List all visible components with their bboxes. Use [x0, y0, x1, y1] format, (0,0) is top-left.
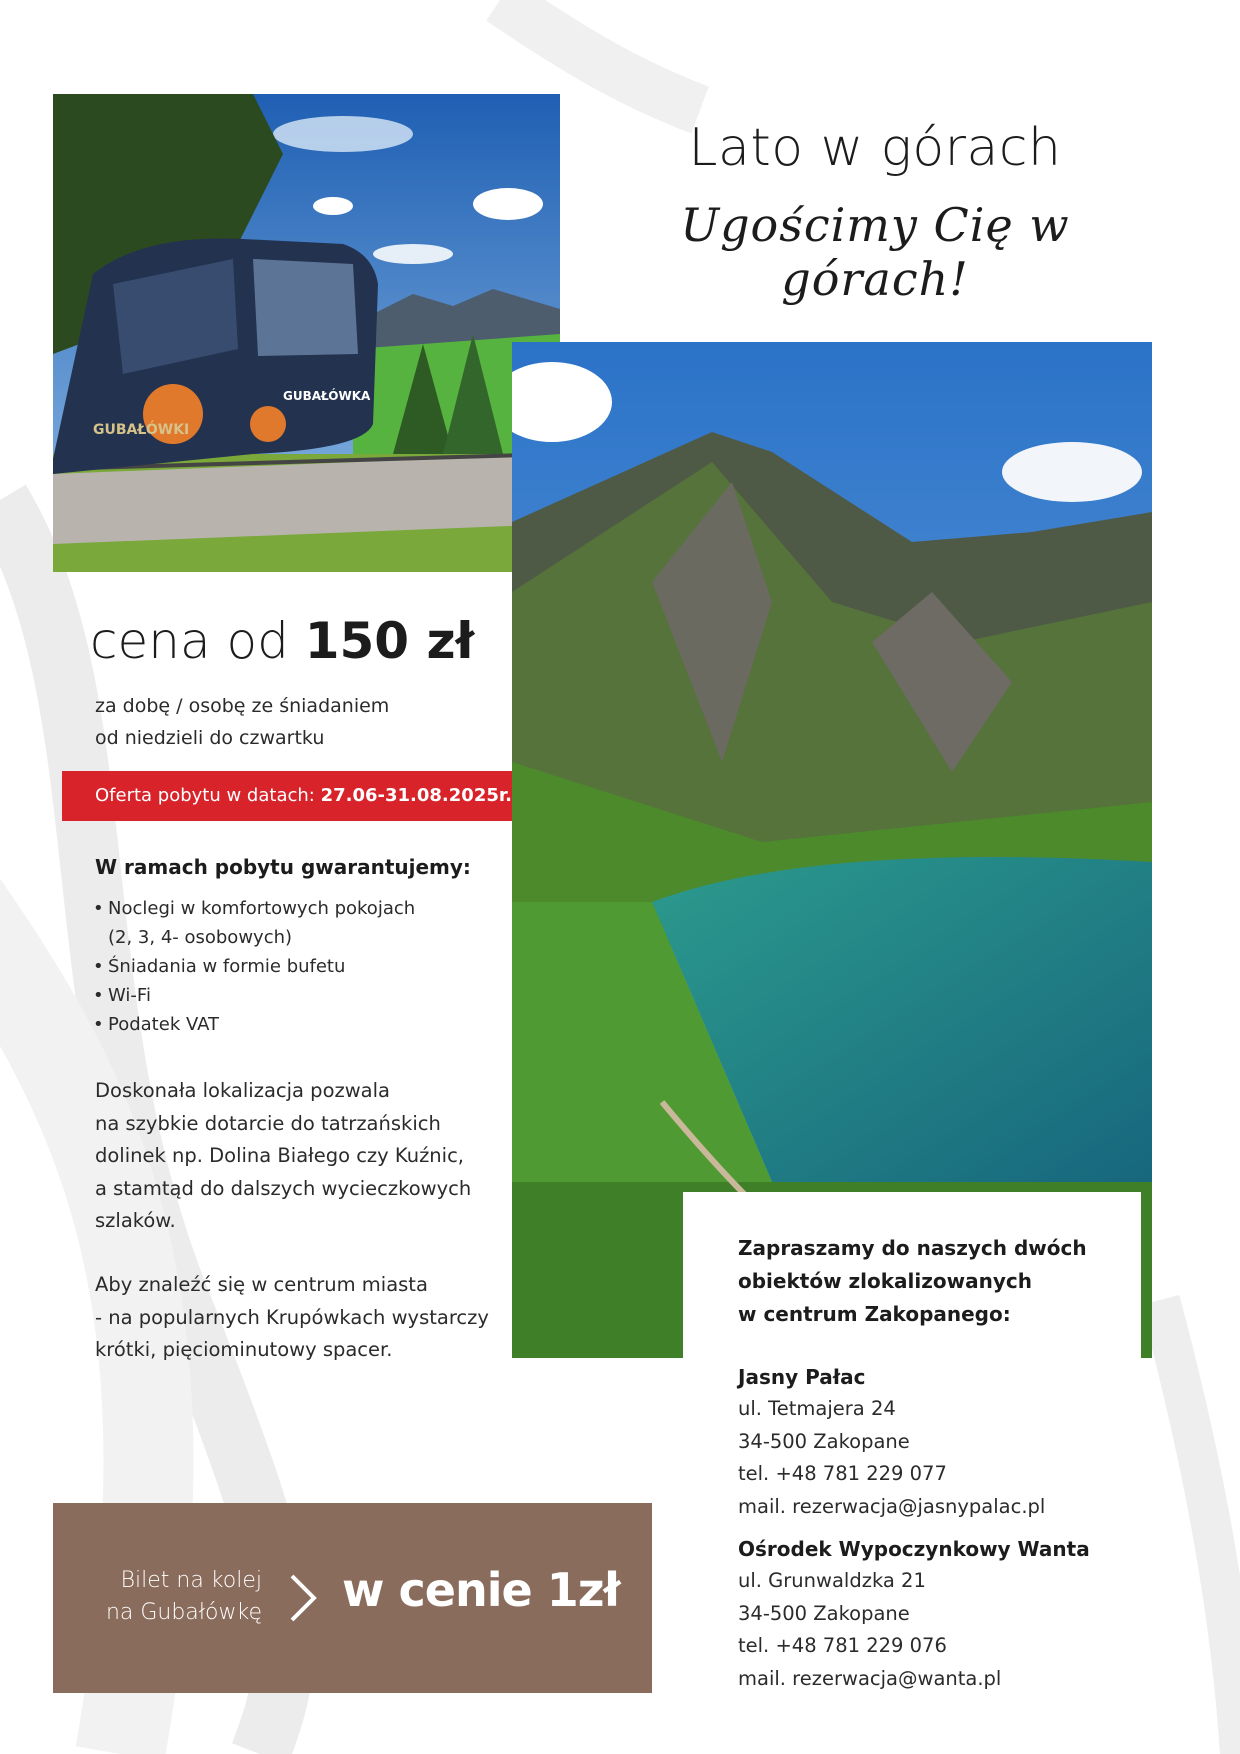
guarantee-title: W ramach pobytu gwarantujemy:	[95, 855, 471, 879]
paragraph-line: a stamtąd do dalszych wycieczkowych	[95, 1176, 472, 1200]
venue-name: Jasny Pałac	[738, 1365, 866, 1389]
price-prefix: cena od	[90, 612, 289, 670]
paragraph-line: Doskonała lokalizacja pozwala	[95, 1079, 390, 1102]
contact-invite	[738, 1232, 1141, 1331]
invite-line: w centrum Zakopanego:	[738, 1302, 1011, 1326]
ticket-price: w cenie 1zł	[342, 1563, 620, 1617]
train-caption: GUBAŁÓWKA	[283, 389, 371, 403]
venue-name: Ośrodek Wypoczynkowy Wanta	[738, 1537, 1090, 1561]
list-item: • Wi-Fi	[93, 981, 415, 1010]
venue-city: 34-500 Zakopane	[738, 1601, 910, 1625]
center-paragraph	[95, 1269, 495, 1367]
price-heading	[90, 612, 474, 670]
paragraph-line: krótki, pięciominutowy spacer.	[95, 1338, 393, 1361]
paragraph-line: dolinek np. Dolina Białego czy Kuźnic,	[95, 1144, 465, 1167]
page-title: Lato w górach	[688, 118, 1062, 178]
paragraph-line: na szybkie dotarcie do tatrzańskich	[95, 1111, 441, 1135]
train-side-text: GUBAŁÓWKI	[93, 422, 190, 438]
page-subtitle: Ugościmy Cię w górach!	[680, 198, 1070, 306]
ticket-label-line2: na Gubałówkę	[105, 1600, 262, 1625]
guarantee-list	[93, 894, 415, 1039]
ticket-banner	[53, 1503, 652, 1693]
price-note	[95, 690, 389, 754]
venue-mail[interactable]: mail. rezerwacja@wanta.pl	[738, 1666, 1002, 1690]
location-paragraph	[95, 1075, 495, 1238]
chevron-right-icon	[288, 1573, 318, 1623]
venue-mail[interactable]: mail. rezerwacja@jasnypalac.pl	[738, 1494, 1046, 1518]
price-note-line1: za dobę / osobę ze śniadaniem	[95, 695, 390, 717]
list-item: • Noclegi w komfortowych pokojach	[93, 894, 415, 923]
ticket-label-line1: Bilet na kolej	[120, 1568, 262, 1593]
funicular-photo	[53, 94, 560, 572]
invite-line: obiektów zlokalizowanych	[738, 1269, 1032, 1293]
price-note-line2: od niedzieli do czwartku	[95, 727, 325, 749]
offer-dates: 27.06-31.08.2025r.	[320, 785, 513, 806]
venue-phone[interactable]: tel. +48 781 229 077	[738, 1462, 947, 1485]
ticket-label	[106, 1565, 262, 1629]
venue-city: 34-500 Zakopane	[738, 1429, 910, 1453]
list-item: • Śniadania w formie bufetu	[93, 952, 415, 981]
invite-line: Zapraszamy do naszych dwóch	[738, 1236, 1087, 1260]
offer-label: Oferta pobytu w datach:	[95, 785, 315, 806]
venue-street: ul. Grunwaldzka 21	[738, 1569, 926, 1592]
paragraph-line: - na popularnych Krupówkach wystarczy	[95, 1305, 489, 1329]
offer-dates-bar	[62, 771, 512, 821]
contact-panel	[683, 1192, 1141, 1705]
list-item-continuation: (2, 3, 4- osobowych)	[108, 927, 293, 948]
venue-phone[interactable]: tel. +48 781 229 076	[738, 1634, 947, 1657]
paragraph-line: szlaków.	[95, 1209, 176, 1232]
paragraph-line: Aby znaleźć się w centrum miasta	[95, 1273, 428, 1296]
list-item: • Podatek VAT	[93, 1010, 415, 1039]
venue-street: ul. Tetmajera 24	[738, 1397, 896, 1420]
price-amount: 150 zł	[304, 612, 475, 670]
